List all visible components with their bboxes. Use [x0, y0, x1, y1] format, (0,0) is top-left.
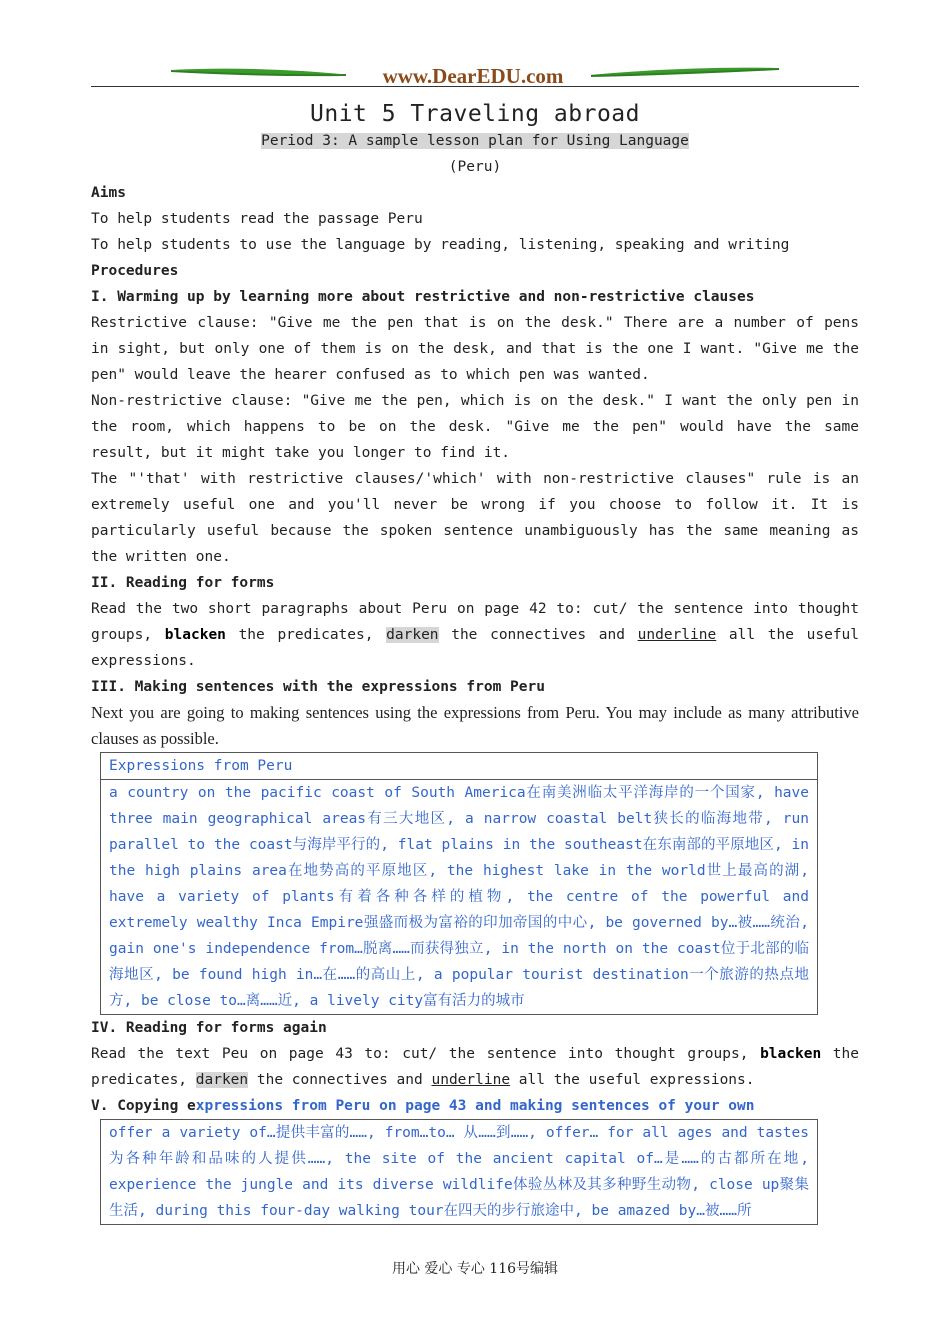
- expressions-box-2: [100, 1119, 818, 1225]
- section-heading: II. Reading for forms: [91, 575, 275, 591]
- expressions-box: [100, 752, 818, 1015]
- box-heading: Expressions from Peru: [101, 753, 818, 780]
- page-footer: 用心 爱心 专心 116号编辑: [391, 1261, 559, 1277]
- underline-word: underline: [431, 1072, 511, 1088]
- subtitle-text: Period 3: A sample lesson plan for Using Language: [261, 133, 689, 149]
- box-text: offer a variety of…提供丰富的……, from…to… 从……到……, offer… for all ages and tastes为各种年龄和品味的人提供……, the site of the ancient capital of…是……的古都所在地, experience the jungle and its diverse wildlife体验丛林及其多种野生动物, close up聚集生活, during this four-day walking tour在四天的步行旅途中, be amazed by…被……所: [101, 1120, 818, 1225]
- header-rule: [91, 86, 859, 87]
- paragraph: [91, 1041, 859, 1093]
- text-run: the connectives and: [248, 1072, 432, 1088]
- paragraph: Restrictive clause: "Give me the pen that is on the desk." There are a number of pens in sight, but only one of them is on the desk, and that is the one I want. "Give me the pen" would leave the hearer confused as to which pen was wanted.: [91, 315, 859, 383]
- text-run: all the useful expressions.: [510, 1072, 755, 1088]
- text-run: Read the two short paragraphs about Peru on page 42 to: cut/ the sentence into thought groups,: [91, 601, 859, 643]
- paragraph: Next you are going to making sentences using the expressions from Peru. You may include as many attributive clauses as possible.: [91, 703, 859, 748]
- section-heading: IV. Reading for forms again: [91, 1020, 327, 1036]
- aims-heading: Aims: [91, 185, 126, 201]
- heading-run-blue: xpressions from Peru on page 43 and making sentences of your own: [195, 1098, 755, 1114]
- aim-item: To help students read the passage Peru: [91, 211, 423, 227]
- page-subtitle-peru: (Peru): [448, 159, 502, 175]
- aim-item: To help students to use the language by reading, listening, speaking and writing: [91, 237, 790, 253]
- paragraph: Non-restrictive clause: "Give me the pen, which is on the desk." I want the only pen in the room, which happens to be on the desk. "Give me the pen" would have the same result, but it might take you longer to find it.: [91, 393, 859, 461]
- text-run: the predicates,: [91, 1046, 860, 1088]
- section-heading: III. Making sentences with the expressions from Peru: [91, 679, 545, 695]
- darken-word: darken: [386, 627, 439, 643]
- dearedu-logo: [171, 62, 779, 88]
- text-run: all the useful expressions.: [91, 627, 860, 669]
- page-subtitle: [91, 128, 859, 154]
- page-title: Unit 5 Traveling abroad: [310, 101, 640, 127]
- procedures-heading: Procedures: [91, 263, 179, 279]
- paragraph: [91, 596, 859, 674]
- paragraph: The "'that' with restrictive clauses/'which' with non-restrictive clauses" rule is an extremely useful one and you'll never be wrong if you choose to follow it. It is particularly useful because the spoken sentence unambiguously has the same meaning as the written one.: [91, 471, 859, 565]
- box-text: a country on the pacific coast of South America在南美洲临太平洋海岸的一个国家, have three main geographical areas有三大地区, a narrow coastal belt狭长的临海地带, run parallel to the coast与海岸平行的, flat plains in the southeast在东南部的平原地区, in the high plains area在地势高的平原地区, the highest lake in the world世上最高的湖, have a variety of plants有着各种各样的植物, the centre of the powerful and extremely wealthy Inca Empire强盛而极为富裕的印加帝国的中心, be governed by…被……统治, gain one's independence from…脱离……而获得独立, in the north on the coast位于北部的临海地区, be found high in…在……的高山上, a popular tourist destination一个旅游的热点地方, be close to…离……近, a lively city富有活力的城市: [101, 780, 818, 1015]
- text-run: the connectives and: [438, 627, 638, 643]
- document-content: [91, 100, 859, 1225]
- section-heading: I. Warming up by learning more about restrictive and non-restrictive clauses: [91, 289, 755, 305]
- blacken-word: blacken: [164, 627, 226, 643]
- darken-word: darken: [195, 1072, 249, 1088]
- text-run: Read the text Peu on page 43 to: cut/ the sentence into thought groups,: [91, 1046, 761, 1062]
- section-heading: [91, 1093, 859, 1119]
- text-run: the predicates,: [225, 627, 387, 643]
- heading-run: V. Copying e: [91, 1098, 196, 1114]
- logo-text: www.DearEDU.com: [382, 64, 564, 88]
- blacken-word: blacken: [760, 1046, 822, 1062]
- underline-word: underline: [637, 627, 717, 643]
